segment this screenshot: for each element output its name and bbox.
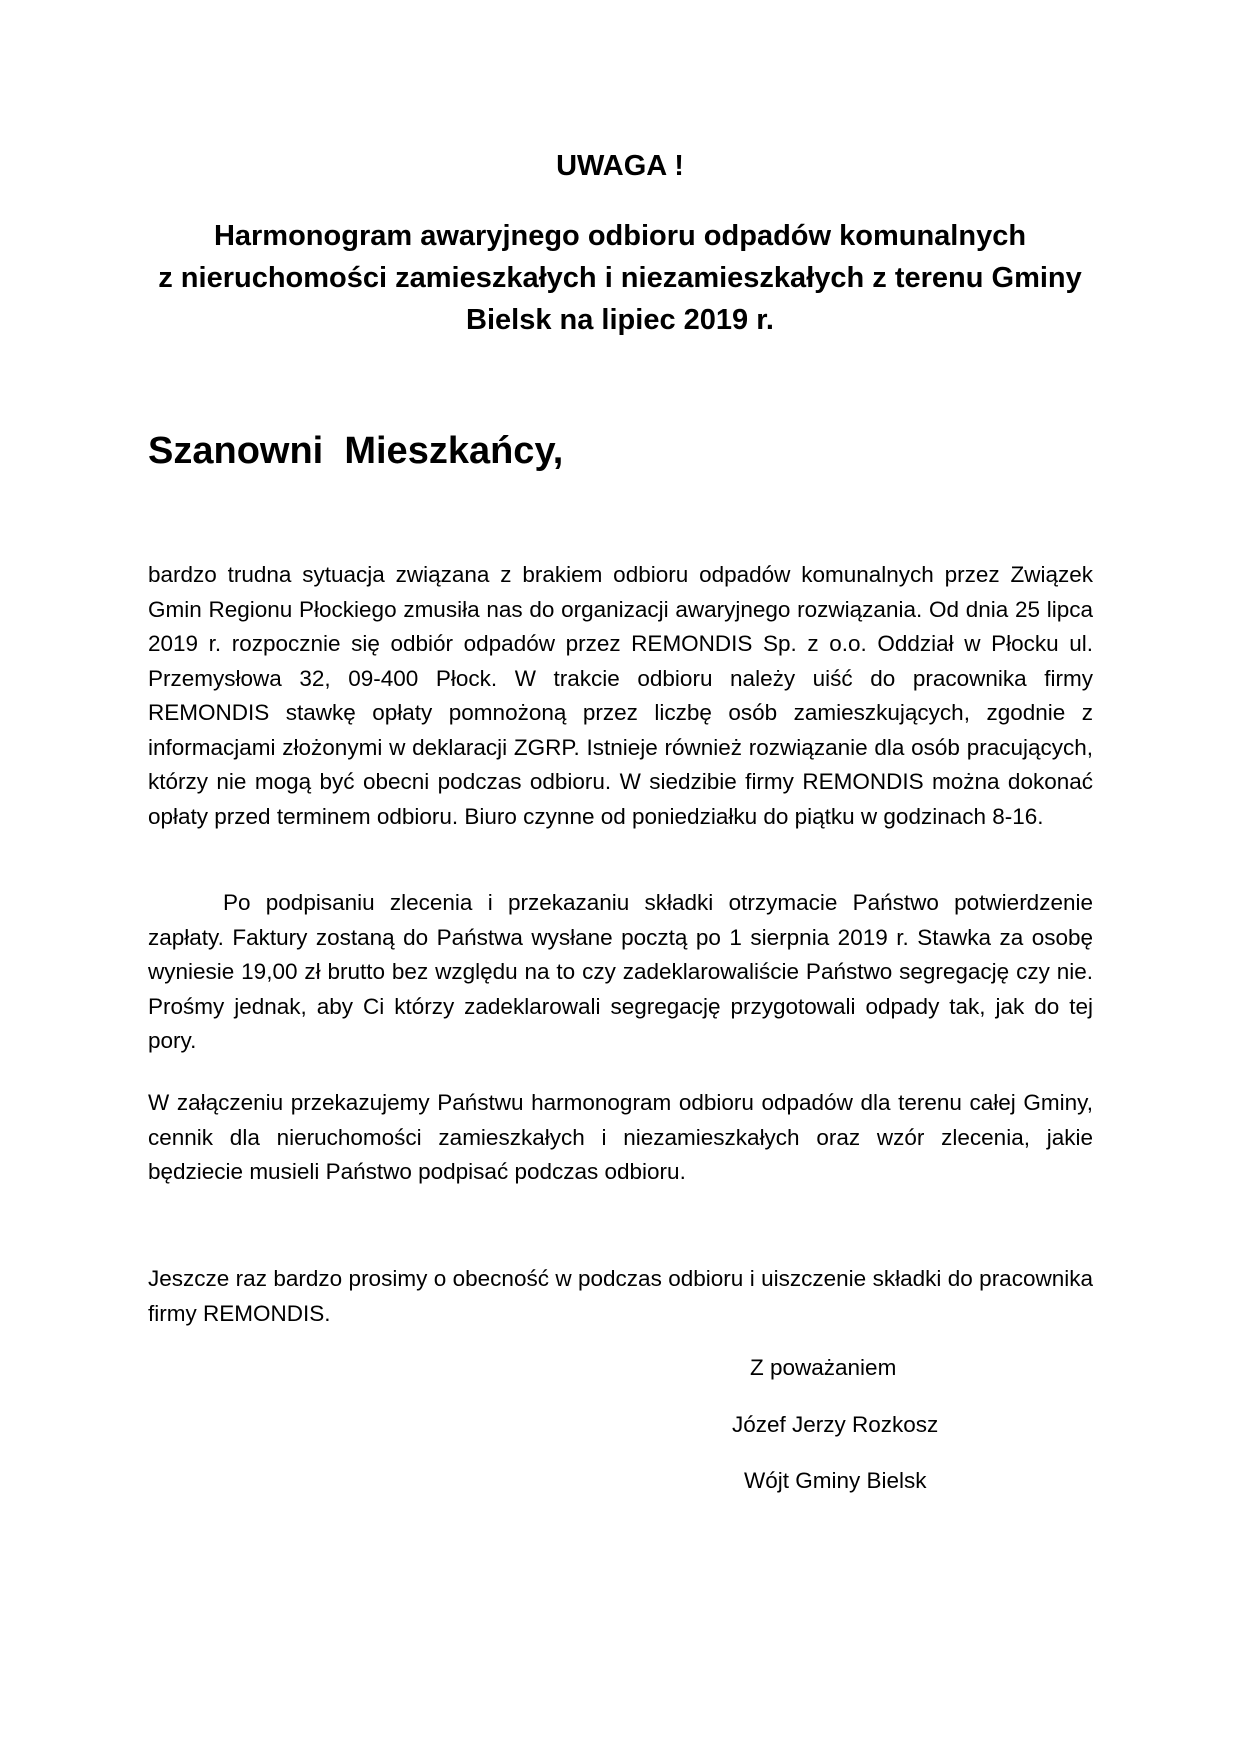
signature-greeting: Z poważaniem <box>750 1355 897 1380</box>
alert-heading: UWAGA ! <box>556 150 684 182</box>
salutation: Szanowni Mieszkańcy, <box>148 430 564 472</box>
title-line: Bielsk na lipiec 2019 r. <box>466 304 774 336</box>
title-line: Harmonogram awaryjnego odbioru odpadów komunalnych <box>213 220 1027 252</box>
paragraph-attachments: W załączeniu przekazujemy Państwu harmonogram odbioru odpadów dla terenu całej Gminy, cennik dla nieruchomości zamieszkałych i niezamieszkałych oraz wzór zlecenia, jakie będziecie musieli Państwo podpisać podczas odbioru. <box>148 1090 1093 1184</box>
paragraph-collection-info: bardzo trudna sytuacja związana z brakiem odbioru odpadów komunalnych przez Związek Gmin Regionu Płockiego zmusiła nas do organizacji awaryjnego rozwiązania. Od dnia 25 lipca 2019 r. rozpocznie się odbiór odpadów przez REMONDIS Sp. z o.o. Oddział w Płocku ul. Przemysłowa 32, 09-400 Płock. W trakcie odbioru należy uiść do pracownika firmy REMONDIS stawkę opłaty pomnożoną przez liczbę osób zamieszkujących, zgodnie z informacjami złożonymi w deklaracji ZGRP. Istnieje również rozwiązanie dla osób pracujących, którzy nie mogą być obecni podczas odbioru. W siedzibie firmy REMONDIS można dokonać opłaty przed terminem odbioru. Biuro czynne od poniedziałku do piątku w godzinach 8-16. <box>148 562 1093 829</box>
signature-role: Wójt Gminy Bielsk <box>744 1468 927 1493</box>
document-title <box>120 215 1120 341</box>
signature-name: Józef Jerzy Rozkosz <box>732 1412 939 1437</box>
paragraph-closing-request: Jeszcze raz bardzo prosimy o obecność w podczas odbioru i uiszczenie składki do pracownika firmy REMONDIS. <box>148 1266 1093 1326</box>
paragraph-payment-info: Po podpisaniu zlecenia i przekazaniu składki otrzymacie Państwo potwierdzenie zapłaty. Faktury zostaną do Państwa wysłane pocztą po 1 sierpnia 2019 r. Stawka za osobę wyniesie 19,00 zł brutto bez względu na to czy zadeklarowaliście Państwo segregację czy nie. Prośmy jednak, aby Ci którzy zadeklarowali segregację przygotowali odpady tak, jak do tej pory. <box>148 890 1093 1053</box>
title-line: z nieruchomości zamieszkałych i niezamieszkałych z terenu Gminy <box>158 262 1082 294</box>
